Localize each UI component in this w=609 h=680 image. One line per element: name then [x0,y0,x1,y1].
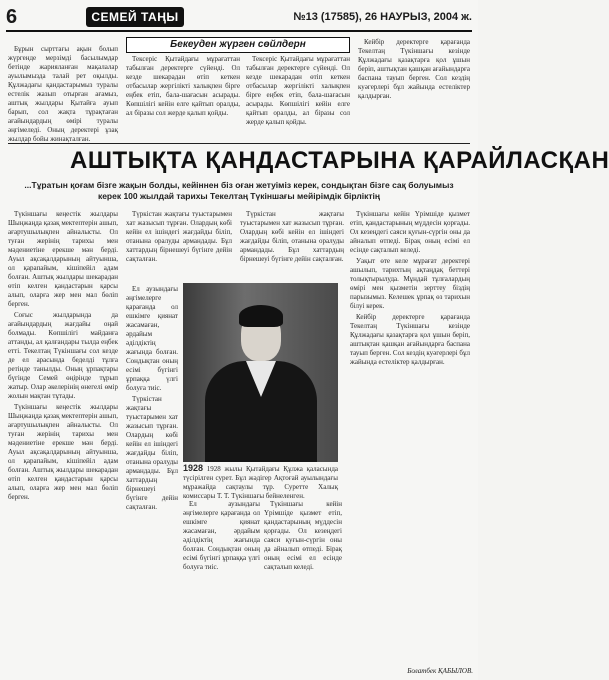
article-column-top-right: Кейбір деректерге қарағанда Текелтаң Түкіншағы кезінде Құлжадағы қазақтарға қол ұшын беріп, аштықтан қашқан ағайындарға баспана тауып берген. Сол кездің куәгерлері бұл жайында естеліктер қалдырған. [358,38,471,100]
article-subhead: ...Тұратын қоғам бізге жақын болды, кейіннен біз оған жетуіміз керек, сондықтан бізге сақ болуымыз керек 100 жылдай тарихы Текелтаң Түкіншағы мейірімдік бірліктің [24,180,454,201]
issue-info: №13 (17585), 26 НАУРЫЗ, 2004 ж. [293,11,472,23]
photo-caption [183,463,338,501]
divider [8,143,470,144]
section-rubric: Бекеуден жүрген сөйлдерн [126,37,350,53]
article-column-center-a: Түркістан жақтағы туыстарымен хат жазысып тұрған. Олардың көбі кейін ел ішіндегі жағдайды біліп, отанына оралуды армандады. Бұл хаттардың бірнешеуі бүгінге дейін сақталған. [126,210,232,263]
article-column-bottom-mid-b: Түкіншағы кейін Үрімшіде қызмет етіп, қандастарының мүддесін қорғады. Ол кезеңдегі саяси қуғын-сүргін оны да айналып өтпеді. Бірақ оның есімі ел есінде сақталып келеді. [264,500,342,571]
caption-year: 1928 [183,463,204,473]
page-number: 6 [6,6,18,28]
article-column-left: Түкіншағы кеңестік жылдары Шыңжаңда қазақ мектептерін ашып, ағартушылықпен айналысты. Ол туған жерінің тарихы мен мәдениетіне ерекше мән берді. Ауыл ақсақалдарының айтуынша, ол қарапайым, кішіпейіл адам болған. Аштық жылдары шекарадан өтіп келген қандастарын қарсы алып, оларға жер мен мал бөліп берген. Соғыс жылдарында да ағайындардың жағдайы оңай болмады. Көпшілігі майданға аттанды, ал қалғандары тылда еңбек етті. Текелтаң Түкіншағы сол кезде де ел арасында беделді тұлға ретінде танылды. Оның ұрпақтары бүгінде Семей өңірінде тұрып жатыр. Олар әкелерінің өнегелі өмір жолын мақтан тұтады. Түкіншағы кеңестік жылдары Шыңжаңда қазақ мектептерін ашып, ағартушылықпен айналысты. Ол туған жерінің тарихы мен мәдениетіне ерекше мән берді. Ауыл ақсақалдарының айтуынша, ол қарапайым, кішіпейіл адам болған. Аштық жылдары шекарадан өтіп келген қандастарын қарсы алып, оларға жер мен мал бөліп берген. [8,210,118,501]
article-column-top-left: Бұрын сырттағы ақын болып жүргенде мерзімді басылымдар бетінде жарияланған мақалалар ауылымызда талай рет оқылды. Құлжадағы қандастарымыз туралы естелік жазып отырған ағамыз, аштық жылдары Қытайға ауып барып, сол жақта тұрақтаған ағайындардың өмірі туралы әңгімеледі. Оның деректері ұзақ жылдар бойы жинақталған. [8,45,118,143]
article-column-bottom-mid-a: Ел аузындағы әңгімелерге қарағанда ол ешкімге қиянат жасамаған, әрдайым әділдіктің жағында болған. Сондықтан оның есімі бүгінгі ұрпаққа үлгі болуға тиіс. [183,500,260,571]
masthead [6,6,472,32]
article-headline: АШТЫҚТА ҚАНДАСТАРЫНА ҚАРАЙЛАСҚАН [70,147,609,174]
article-column-narrow: Ел аузындағы әңгімелерге қарағанда ол ешкімге қиянат жасамаған, әрдайым әділдіктің жағында болған. Сондықтан оның есімі бүгінгі ұрпаққа үлгі болуға тиіс. Түркістан жақтағы туыстарымен хат жазысып тұрған. Олардың көбі кейін ел ішіндегі жағдайды біліп, отанына оралуды армандады. Бұл хаттардың бірнешеуі бүгінге дейін сақталған. [126,285,178,511]
article-byline: Болатбек ҚАБЫЛОВ. [407,667,473,675]
article-column-right: Түкіншағы кейін Үрімшіде қызмет етіп, қандастарының мүддесін қорғады. Ол кезеңдегі саяси қуғын-сүргін оны да айналып өтпеді. Бірақ оның есімі ел есінде сақталып келеді. Уақыт өте келе мұрағат деректері ашылып, тарихтың ақтаңдақ беттері толықтырылуда. Мұндай тұлғалардың өмірі мен қызметін зерттеу біздің парызымыз. Келешек ұрпақ өз тарихын білуі керек. Кейбір деректерге қарағанда Текелтаң Түкіншағы кезінде Құлжадағы қазақтарға қол ұшын беріп, аштықтан қашқан ағайындарға баспана тауып берген. Сол кездің куәгерлері бұл жайында естеліктер қалдырған. [350,210,470,366]
article-column-top-mid: Тексеріс Қытайдағы мұрағаттан табылған деректерге сүйенді. Ол кезде шекарадан өтіп кеткен отбасылар жергілікті халықпен бірге еңбек етіп, бала-шағасын асырады. Көпшілігі кейін елге қайтып оралды, ал біразы сол жерде қалып қойды. [126,55,240,117]
caption-text: 1928 жылы Қытайдағы Құлжа қаласында түсірілген сурет. Бұл жәдігер Ақтоғай ауылындағы мұражайда сақтаулы тұр. Суретте Халық комиссары Т. Т. Түкіншағы бейнеленген. [183,465,339,500]
article-column-top-mid2: Тексеріс Қытайдағы мұрағаттан табылған деректерге сүйенді. Ол кезде шекарадан өтіп кеткен отбасылар жергілікті халықпен бірге еңбек етіп, бала-шағасын асырады. Көпшілігі кейін елге қайтып оралды, ал біразы сол жерде қалып қойды. [246,55,350,126]
newspaper-logo: СЕМЕЙ ТАҢЫ [86,7,184,27]
article-column-center-b: Түркістан жақтағы туыстарымен хат жазысып тұрған. Олардың көбі кейін ел ішіндегі жағдайды біліп, отанына оралуды армандады. Бұл хаттардың бірнешеуі бүгінге дейін сақталған. [240,210,344,263]
portrait-photo [183,283,338,462]
